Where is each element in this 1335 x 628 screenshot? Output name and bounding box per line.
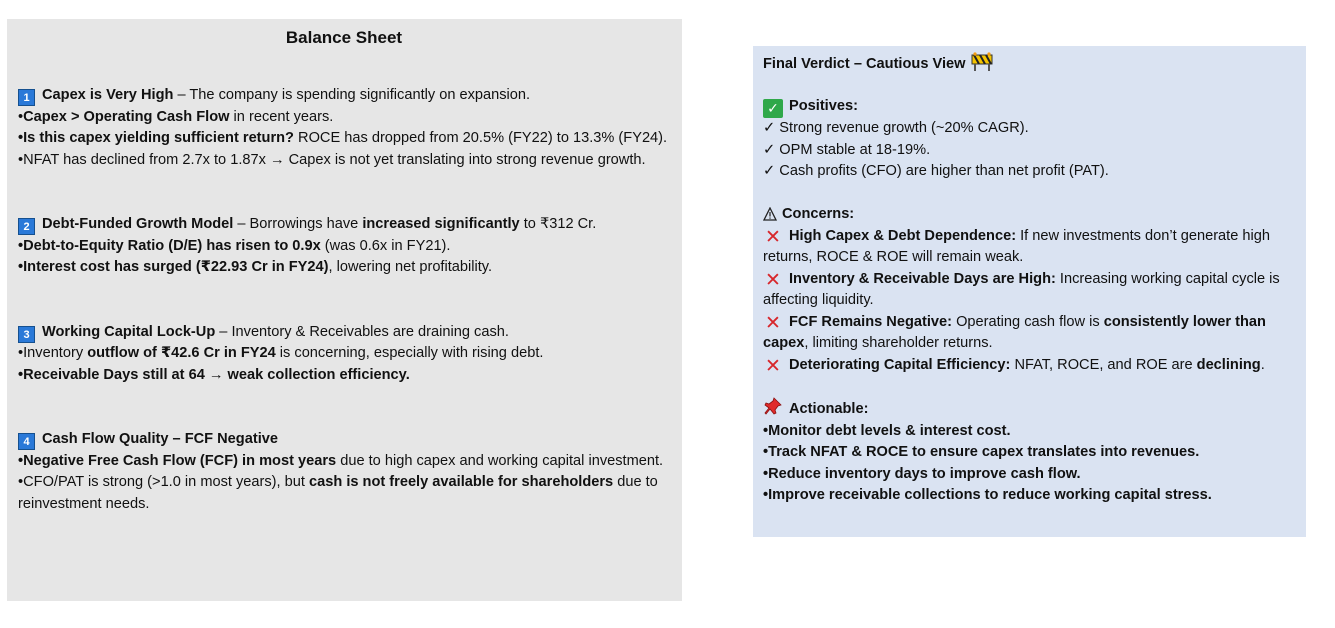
balance-sheet-panel	[7, 19, 682, 601]
section-1-line-3: •NFAT has declined from 2.7x to 1.87x → Capex is not yet translating into strong revenue growth.	[18, 151, 646, 168]
actionable-item-3: •Reduce inventory days to improve cash flow.	[763, 465, 1081, 482]
section-2-heading: 2 Debt-Funded Growth Model – Borrowings have increased significantly to ₹312 Cr.	[18, 214, 670, 236]
section-2-line-2: •Interest cost has surged (₹22.93 Cr in FY24), lowering net profitability.	[18, 259, 493, 275]
section-2-line-1: •Debt-to-Equity Ratio (D/E) has risen to 0.9x (was 0.6x in FY21).	[18, 237, 451, 254]
concern-item-4: ✕ Deteriorating Capital Efficiency: NFAT, ROCE, and ROE are declining.	[763, 355, 1296, 377]
positive-item-3: ✓ Cash profits (CFO) are higher than net profit (PAT).	[763, 163, 1109, 179]
warning-icon	[763, 207, 777, 226]
positive-item-2: ✓ OPM stable at 18-19%.	[763, 141, 931, 158]
section-1-line-1: •Capex > Operating Cash Flow in recent years.	[18, 108, 334, 125]
positives-heading: ✓ Positives:	[763, 96, 1296, 118]
final-verdict-panel	[753, 46, 1306, 537]
number-2-icon: 2	[18, 218, 35, 235]
panel-title: Balance Sheet	[285, 28, 403, 47]
concern-item-3: ✕ FCF Remains Negative: Operating cash flow is consistently lower than capex, limiting shareholder returns.	[763, 312, 1266, 351]
number-3-icon: 3	[18, 326, 35, 343]
cross-mark-icon: ✕	[765, 355, 781, 377]
number-1-icon: 1	[18, 89, 35, 106]
actionable-item-2: •Track NFAT & ROCE to ensure capex translates into revenues.	[763, 444, 1200, 460]
construction-barrier-icon	[971, 52, 993, 72]
section-3-heading: 3 Working Capital Lock-Up – Inventory & Receivables are draining cash.	[18, 322, 670, 344]
concerns-heading: Concerns:	[763, 204, 1296, 226]
section-1-heading: 1 Capex is Very High – The company is spending significantly on expansion.	[18, 85, 670, 107]
section-3-line-1: •Inventory outflow of ₹42.6 Cr in FY24 is concerning, especially with rising debt.	[18, 345, 544, 361]
concern-item-1: ✕ High Capex & Debt Dependence: If new investments don’t generate high returns, ROCE & ROE will remain weak.	[763, 226, 1270, 265]
positive-item-1: ✓ Strong revenue growth (~20% CAGR).	[763, 120, 1029, 136]
section-4-heading: 4 Cash Flow Quality – FCF Negative	[18, 429, 670, 451]
pushpin-icon	[763, 397, 783, 416]
cross-mark-icon: ✕	[765, 269, 781, 291]
check-mark-button-icon: ✓	[763, 99, 783, 118]
cross-mark-icon: ✕	[765, 226, 781, 248]
cross-mark-icon: ✕	[765, 312, 781, 334]
verdict-title: Final Verdict – Cautious View	[763, 52, 1296, 75]
section-4-line-2: •CFO/PAT is strong (>1.0 in most years), but cash is not freely available for shareholders due to reinvestment needs.	[18, 474, 658, 512]
section-3-line-2: •Receivable Days still at 64 → weak collection efficiency.	[18, 366, 410, 383]
actionable-item-4: •Improve receivable collections to reduce working capital stress.	[763, 487, 1212, 503]
section-1-line-2: •Is this capex yielding sufficient return? ROCE has dropped from 20.5% (FY22) to 13.3% (FY24).	[18, 130, 668, 146]
actionable-heading: Actionable:	[763, 397, 1296, 421]
actionable-item-1: •Monitor debt levels & interest cost.	[763, 422, 1011, 439]
number-4-icon: 4	[18, 433, 35, 450]
concern-item-2: ✕ Inventory & Receivable Days are High: Increasing working capital cycle is affecting liquidity.	[763, 269, 1280, 308]
section-4-line-1: •Negative Free Cash Flow (FCF) in most years due to high capex and working capital investment.	[18, 452, 664, 469]
